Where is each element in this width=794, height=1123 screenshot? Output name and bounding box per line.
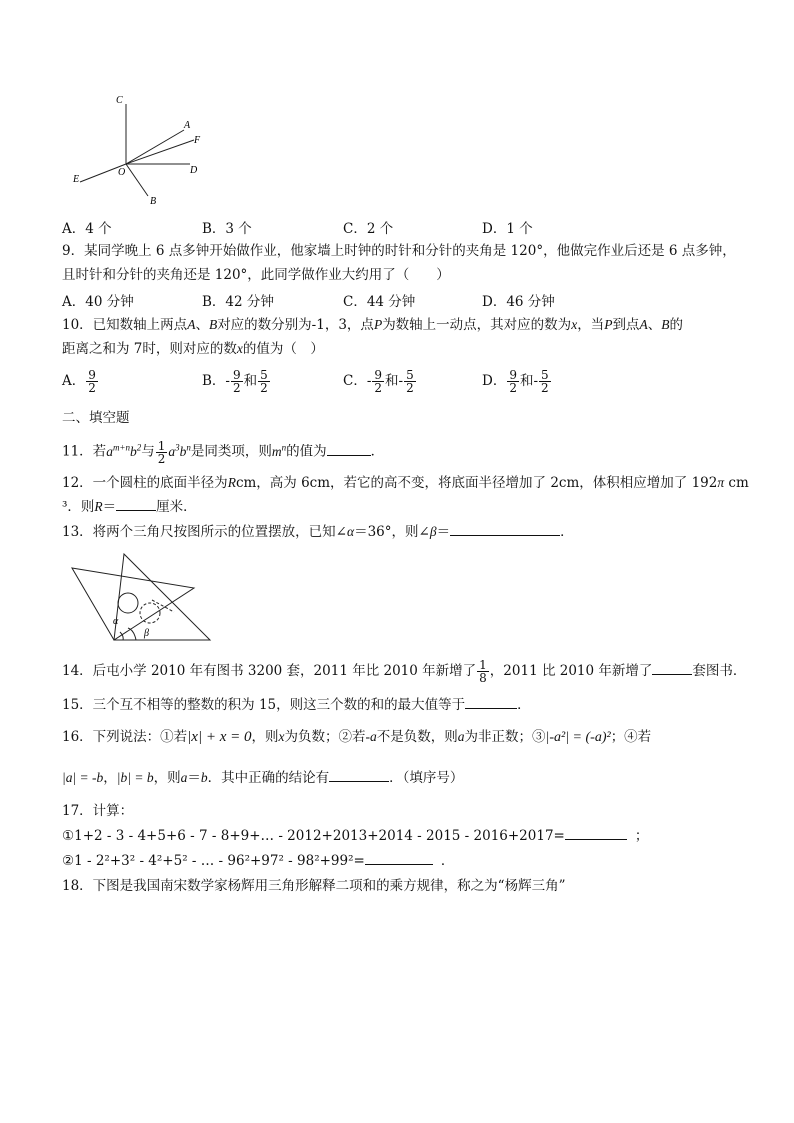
- q12-line1: 12．一个圆柱的底面半径为Rcm，高为 6cm，若它的高不变，将底面半径增加了 2cm，体积相应增加了 192π cm: [62, 475, 749, 491]
- beta-label: β: [144, 628, 149, 639]
- q11-line: 11．若$a^{m+n}b^2$与 $\frac{1}{2}$ $a^3b^n$是同类项，则$m^n$的值为 ．: [62, 438, 385, 466]
- q16-line2: |a| = -b，|b| = b，则a＝b．其中正确的结论有 ．（填序号）: [62, 770, 464, 786]
- label-b: B: [150, 196, 157, 207]
- q17-line2: ②1 - 2²+3² - 4²+5² - … - 96²+97² - 98²+99²= ．: [62, 853, 455, 869]
- q16-eq3: |a| = -b: [62, 770, 104, 785]
- q8-option-d: D．1 个: [482, 221, 533, 237]
- triangle-ruler-2: [114, 554, 210, 640]
- q16-line1: 16．下列说法：①若|x| + x = 0，则x为负数；②若-a不是负数，则a为非正数；③|-a²| = (-a)²；④若: [62, 729, 652, 745]
- q9-line2: 且时针和分针的夹角还是 120°，此同学做作业大约用了（ ）: [62, 267, 450, 283]
- ray-ob: [126, 164, 148, 196]
- q17-1-answer-blank[interactable]: [565, 827, 627, 840]
- label-o: O: [118, 167, 126, 178]
- q9-option-a: A．40 分钟: [62, 294, 134, 310]
- label-f: F: [194, 135, 201, 146]
- triangle-ruler-1: [72, 568, 194, 640]
- q15-line: 15．三个互不相等的整数的积为 15，则这三个数的和的最大值等于 ．: [62, 697, 531, 713]
- q16-eq1: |x| + x = 0: [187, 729, 252, 745]
- label-d: D: [190, 165, 198, 176]
- q9-line1: 9．某同学晚上 6 点多钟开始做作业，他家墙上时钟的时针和分针的夹角是 120°，他做完作业后还是 6 点多钟，: [62, 243, 736, 259]
- q11-answer-blank[interactable]: [327, 443, 371, 456]
- triangle-rulers-figure: [68, 552, 218, 644]
- label-a: A: [184, 120, 191, 131]
- hidden-edge: [152, 600, 174, 612]
- q15-answer-blank[interactable]: [465, 696, 517, 709]
- q17-line1: ①1+2 - 3 - 4+5+6 - 7 - 8+9+… - 2012+2013+2014 - 2015 - 2016+2017= ；: [62, 828, 649, 844]
- q13-answer-blank[interactable]: [450, 523, 560, 536]
- q9-option-b: B．42 分钟: [202, 294, 274, 310]
- q18-line: 18．下图是我国南宋数学家杨辉用三角形解释二项和的乘方规律，称之为“杨辉三角”: [62, 878, 566, 894]
- q12-line2: ³．则R＝ 厘米．: [62, 499, 197, 515]
- q14-line: 14．后屯小学 2010 年有图书 3200 套，2011 年比 2010 年新增了 $\frac{1}{8}$ ，2011 比 2010 年新增了 套图书．: [62, 658, 747, 685]
- q17-2-answer-blank[interactable]: [365, 852, 433, 865]
- section-fill-in-title: 二、填空题: [62, 410, 130, 426]
- q10-option-a: A． $\frac{9}{2}$: [62, 368, 96, 395]
- q8-option-c: C．2 个: [343, 221, 394, 237]
- q16-eq4: |b| = b: [116, 770, 154, 785]
- q10-option-d: D． $\frac{9}{2}$ 和- $\frac{5}{2}$: [482, 368, 549, 395]
- q12-answer-blank[interactable]: [116, 498, 156, 511]
- q9-option-d: D．46 分钟: [482, 294, 555, 310]
- label-c: C: [116, 95, 123, 106]
- q10-line2: 距离之和为 7时，则对应的数x的值为（ ）: [62, 341, 324, 357]
- q10-option-b: B．- $\frac{9}{2}$ 和 $\frac{5}{2}$: [202, 368, 268, 395]
- q17-title: 17．计算：: [62, 803, 134, 819]
- hole-circle-1: [118, 593, 138, 613]
- q10-line1: 10．已知数轴上两点A、B对应的数分别为-1，3，点P为数轴上一动点，其对应的数为x，当P到点A、B的: [62, 317, 683, 333]
- alpha-label: α: [113, 616, 119, 627]
- q13-line: 13．将两个三角尺按图所示的位置摆放，已知∠α＝36°，则∠β＝ ．: [62, 524, 574, 540]
- q8-option-a: A．4 个: [62, 221, 112, 237]
- hole-circle-2: [140, 603, 160, 623]
- q16-answer-blank[interactable]: [329, 769, 389, 782]
- q16-eq2: |-a²| = (-a)²: [545, 730, 611, 745]
- q10-option-c: C．- $\frac{9}{2}$ 和- $\frac{5}{2}$: [343, 368, 414, 395]
- q14-answer-blank[interactable]: [652, 662, 692, 675]
- q9-option-c: C．44 分钟: [343, 294, 416, 310]
- angle-rays-figure: [70, 92, 210, 210]
- label-e: E: [73, 174, 80, 185]
- q8-option-b: B．3 个: [202, 221, 252, 237]
